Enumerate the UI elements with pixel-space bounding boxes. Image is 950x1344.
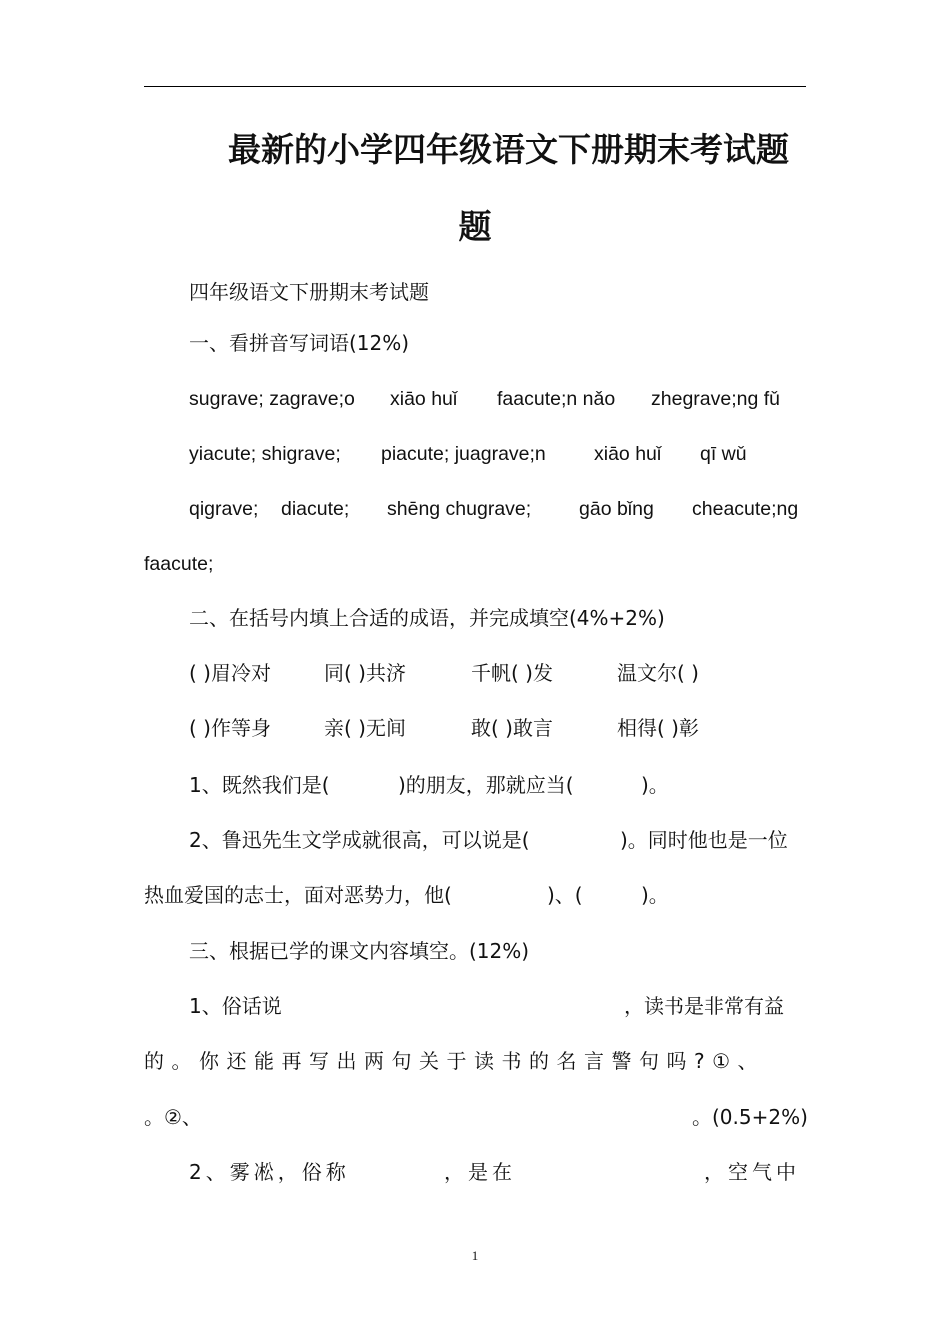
question-text: 。(0.5+2%) <box>692 1105 808 1129</box>
document-title: 最新的小学四年级语文下册期末考试题 <box>228 130 789 169</box>
page-number: 1 <box>471 1248 479 1263</box>
section-1-heading: 一、看拼音写词语(12%) <box>189 331 410 355</box>
question-text: ，是在 <box>444 1160 516 1184</box>
pinyin-item: sugrave; zagrave;o <box>189 388 355 410</box>
pinyin-item: gāo bǐng <box>579 498 654 520</box>
question-text: 。②、 <box>144 1105 202 1129</box>
section-2-heading: 二、在括号内填上合适的成语，并完成填空(4%+2%) <box>189 606 665 630</box>
question-text: )。 <box>641 883 669 907</box>
idiom-blank: 亲( )无间 <box>324 716 406 740</box>
subtitle: 四年级语文下册期末考试题 <box>189 280 429 304</box>
question-text: ，空气中 <box>704 1160 800 1184</box>
idiom-blank: ( )眉冷对 <box>189 661 271 685</box>
pinyin-item: qī wǔ <box>700 443 747 465</box>
pinyin-continued: faacute; <box>144 553 214 575</box>
pinyin-item: shēng chugrave; <box>387 498 532 520</box>
pinyin-item: yiacute; shigrave; <box>189 443 341 465</box>
document-title-continued: 题 <box>458 207 492 246</box>
question-text: )。 <box>641 773 669 797</box>
question-text: )。同时他也是一位 <box>620 828 788 852</box>
pinyin-item: piacute; juagrave;n <box>381 443 546 465</box>
idiom-blank: 同( )共济 <box>324 661 406 685</box>
question-text: 2、雾凇，俗称 <box>189 1160 350 1184</box>
pinyin-item: faacute;n nǎo <box>497 388 616 410</box>
question-text: ，读书是非常有益 <box>624 994 784 1018</box>
idiom-blank: 敢( )敢言 <box>471 716 553 740</box>
question-text: )、( <box>547 883 583 907</box>
idiom-blank: ( )作等身 <box>189 716 271 740</box>
section-3-heading: 三、根据已学的课文内容填空。(12%) <box>189 939 530 963</box>
idiom-blank: 温文尔( ) <box>617 661 699 685</box>
pinyin-item: xiāo huǐ <box>390 388 458 410</box>
header-rule <box>144 86 806 87</box>
idiom-blank: 千帆( )发 <box>471 661 553 685</box>
question-text: 1、俗话说 <box>189 994 282 1018</box>
question-text: )的朋友，那就应当( <box>398 773 574 797</box>
idiom-blank: 相得( )彰 <box>617 716 699 740</box>
pinyin-item: qigrave; <box>189 498 259 520</box>
pinyin-item: zhegrave;ng fǔ <box>651 388 781 410</box>
question-text: 热血爱国的志士，面对恶势力，他( <box>144 883 452 907</box>
pinyin-item: diacute; <box>281 498 350 520</box>
question-text: 1、既然我们是( <box>189 773 330 797</box>
pinyin-item: cheacute;ng <box>692 498 799 520</box>
fill-question-3-continued: 的。你还能再写出两句关于读书的名言警句吗?①、 <box>144 1049 766 1073</box>
pinyin-item: xiāo huǐ <box>594 443 662 465</box>
question-text: 2、鲁迅先生文学成就很高，可以说是( <box>189 828 530 852</box>
